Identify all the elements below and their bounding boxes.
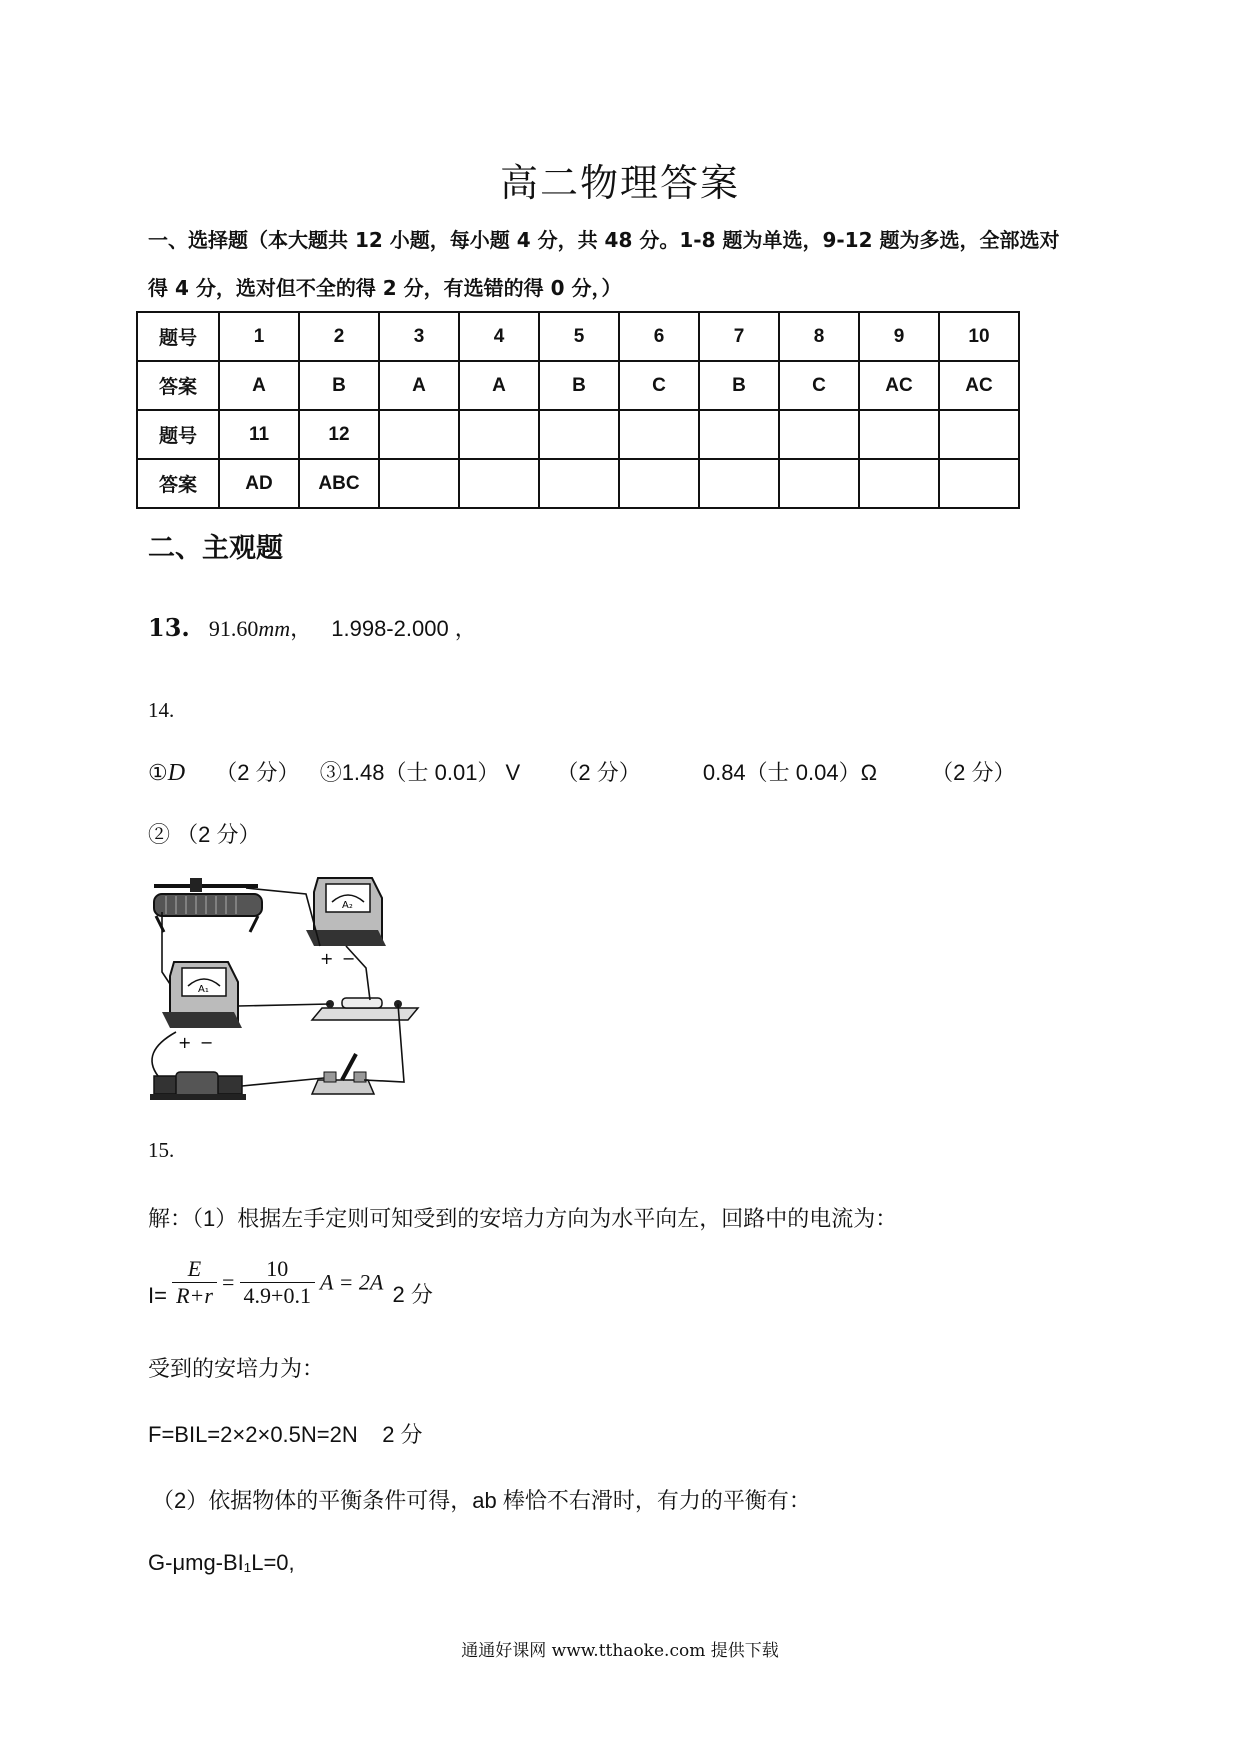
battery bbox=[150, 1072, 246, 1100]
q14-item1-answer: D bbox=[167, 760, 186, 786]
circuit-diagram bbox=[146, 872, 426, 1110]
ammeter-a2-label: A₂ bbox=[342, 900, 353, 911]
q13-value2: 1.998-2.000 ， bbox=[331, 616, 477, 641]
answer-table-cell: AC bbox=[939, 361, 1019, 410]
answer-table-cell: A bbox=[379, 361, 459, 410]
q15-fraction-e-den: R+r bbox=[176, 1283, 213, 1308]
q14-item3-answer: ③1.48（士 0.01） V bbox=[319, 760, 521, 785]
answer-table-row-label: 答案 bbox=[137, 459, 219, 508]
q15-formula-score: 2 分 bbox=[392, 1282, 433, 1307]
q15-formula-prefix: I= bbox=[148, 1283, 167, 1308]
q15-fraction-e-num: E bbox=[172, 1256, 217, 1283]
q14-resistance-answer: 0.84（士 0.04）Ω bbox=[702, 760, 878, 785]
answer-table-row bbox=[137, 312, 1019, 361]
answer-table bbox=[136, 311, 1020, 509]
answer-table-cell bbox=[379, 459, 459, 508]
answer-table-cell bbox=[379, 410, 459, 459]
ammeter-a2-plus: + bbox=[320, 949, 334, 968]
answer-table-cell: 9 bbox=[859, 312, 939, 361]
answer-table-cell bbox=[939, 410, 1019, 459]
q14-line2: ② （2 分） bbox=[148, 822, 261, 847]
ammeter-a1-minus: − bbox=[200, 1033, 214, 1052]
answer-table-cell bbox=[699, 410, 779, 459]
answer-table-cell bbox=[699, 459, 779, 508]
q15-fraction-num bbox=[240, 1256, 315, 1309]
answer-table-cell: 8 bbox=[779, 312, 859, 361]
section1-instructions-line1: 一、选择题（本大题共 12 小题，每小题 4 分，共 48 分。1-8 题为单选，9-12 题为多选，全部选对 bbox=[148, 228, 1060, 252]
answer-table-cell bbox=[459, 459, 539, 508]
answer-table-cell: 11 bbox=[219, 410, 299, 459]
answer-table-row bbox=[137, 410, 1019, 459]
answer-table-cell: 5 bbox=[539, 312, 619, 361]
ammeter-a2 bbox=[306, 878, 386, 968]
ammeter-a1-plus: + bbox=[178, 1033, 192, 1052]
answer-table-row bbox=[137, 459, 1019, 508]
answer-table-cell: B bbox=[699, 361, 779, 410]
q13-unit1: mm bbox=[258, 616, 291, 641]
q15-formula-eq: = bbox=[222, 1269, 235, 1295]
ammeter-a1 bbox=[162, 962, 242, 1052]
answer-table-cell bbox=[859, 459, 939, 508]
answer-table-cell bbox=[459, 410, 539, 459]
answer-table-cell: 6 bbox=[619, 312, 699, 361]
q15-line3: F=BIL=2×2×0.5N=2N 2 分 bbox=[148, 1422, 423, 1447]
ammeter-a2-minus: − bbox=[342, 949, 356, 968]
rheostat bbox=[154, 878, 262, 932]
answer-table-cell bbox=[539, 459, 619, 508]
q15-number: 15. bbox=[148, 1138, 175, 1162]
q14-number: 14. bbox=[148, 698, 175, 722]
q15-line4: （2）依据物体的平衡条件可得，ab 棒恰不右滑时，有力的平衡有： bbox=[152, 1488, 811, 1513]
q15-fraction-num-top: 10 bbox=[240, 1256, 315, 1283]
page-title: 高二物理答案 bbox=[499, 161, 740, 205]
resistor-board bbox=[312, 998, 418, 1020]
q15-line1: 解：（1）根据左手定则可知受到的安培力方向为水平向左，回路中的电流为： bbox=[148, 1206, 898, 1231]
q13-value1: 91.60 bbox=[208, 616, 259, 641]
answer-table-cell: B bbox=[299, 361, 379, 410]
q14-line1 bbox=[148, 756, 1016, 787]
q14-resistance-score: （2 分） bbox=[931, 760, 1016, 785]
q13-line bbox=[148, 612, 477, 643]
answer-table-cell bbox=[619, 410, 699, 459]
answer-table-row-label: 答案 bbox=[137, 361, 219, 410]
page-footer: 通通好课网 www.tthaoke.com 提供下载 bbox=[461, 1641, 779, 1661]
q14-item3-score: （2 分） bbox=[556, 760, 641, 785]
q15-formula bbox=[148, 1256, 433, 1309]
section1-instructions-line2: 得 4 分，选对但不全的得 2 分，有选错的得 0 分，） bbox=[148, 276, 622, 300]
answer-table-cell: 10 bbox=[939, 312, 1019, 361]
answer-table-cell: C bbox=[619, 361, 699, 410]
q15-formula-result: A = 2A bbox=[320, 1269, 384, 1295]
answer-table-cell: C bbox=[779, 361, 859, 410]
q14-item1-marker: ① bbox=[148, 760, 168, 785]
q13-sep: ， bbox=[290, 617, 313, 642]
answer-table-cell bbox=[539, 410, 619, 459]
answer-table-row-label: 题号 bbox=[137, 410, 219, 459]
answer-table-cell: 4 bbox=[459, 312, 539, 361]
answer-table-cell: A bbox=[219, 361, 299, 410]
q14-item1-score: （2 分） bbox=[215, 760, 300, 785]
ammeter-a1-label: A₁ bbox=[198, 984, 209, 995]
q15-line2: 受到的安培力为： bbox=[148, 1356, 325, 1381]
answer-table-cell bbox=[779, 459, 859, 508]
answer-table-cell: B bbox=[539, 361, 619, 410]
answer-table-cell: 12 bbox=[299, 410, 379, 459]
answer-table-cell: 1 bbox=[219, 312, 299, 361]
answer-table-cell: 7 bbox=[699, 312, 779, 361]
answer-table-cell: A bbox=[459, 361, 539, 410]
switch bbox=[312, 1054, 374, 1094]
q13-number: 13. bbox=[148, 613, 190, 642]
answer-table-cell: ABC bbox=[299, 459, 379, 508]
answer-table-cell: AD bbox=[219, 459, 299, 508]
answer-table-cell: 3 bbox=[379, 312, 459, 361]
answer-table-cell bbox=[619, 459, 699, 508]
answer-table-row-label: 题号 bbox=[137, 312, 219, 361]
answer-table-cell bbox=[939, 459, 1019, 508]
section2-heading: 二、主观题 bbox=[148, 533, 283, 564]
answer-table-cell: AC bbox=[859, 361, 939, 410]
answer-table-cell bbox=[779, 410, 859, 459]
answer-table-cell bbox=[859, 410, 939, 459]
answer-table-cell: 2 bbox=[299, 312, 379, 361]
answer-table-row bbox=[137, 361, 1019, 410]
q15-fraction-e bbox=[172, 1256, 217, 1309]
q15-fraction-num-bottom: 4.9+0.1 bbox=[243, 1283, 311, 1308]
q15-line5: G-μmg-BI₁L=0, bbox=[148, 1550, 295, 1575]
